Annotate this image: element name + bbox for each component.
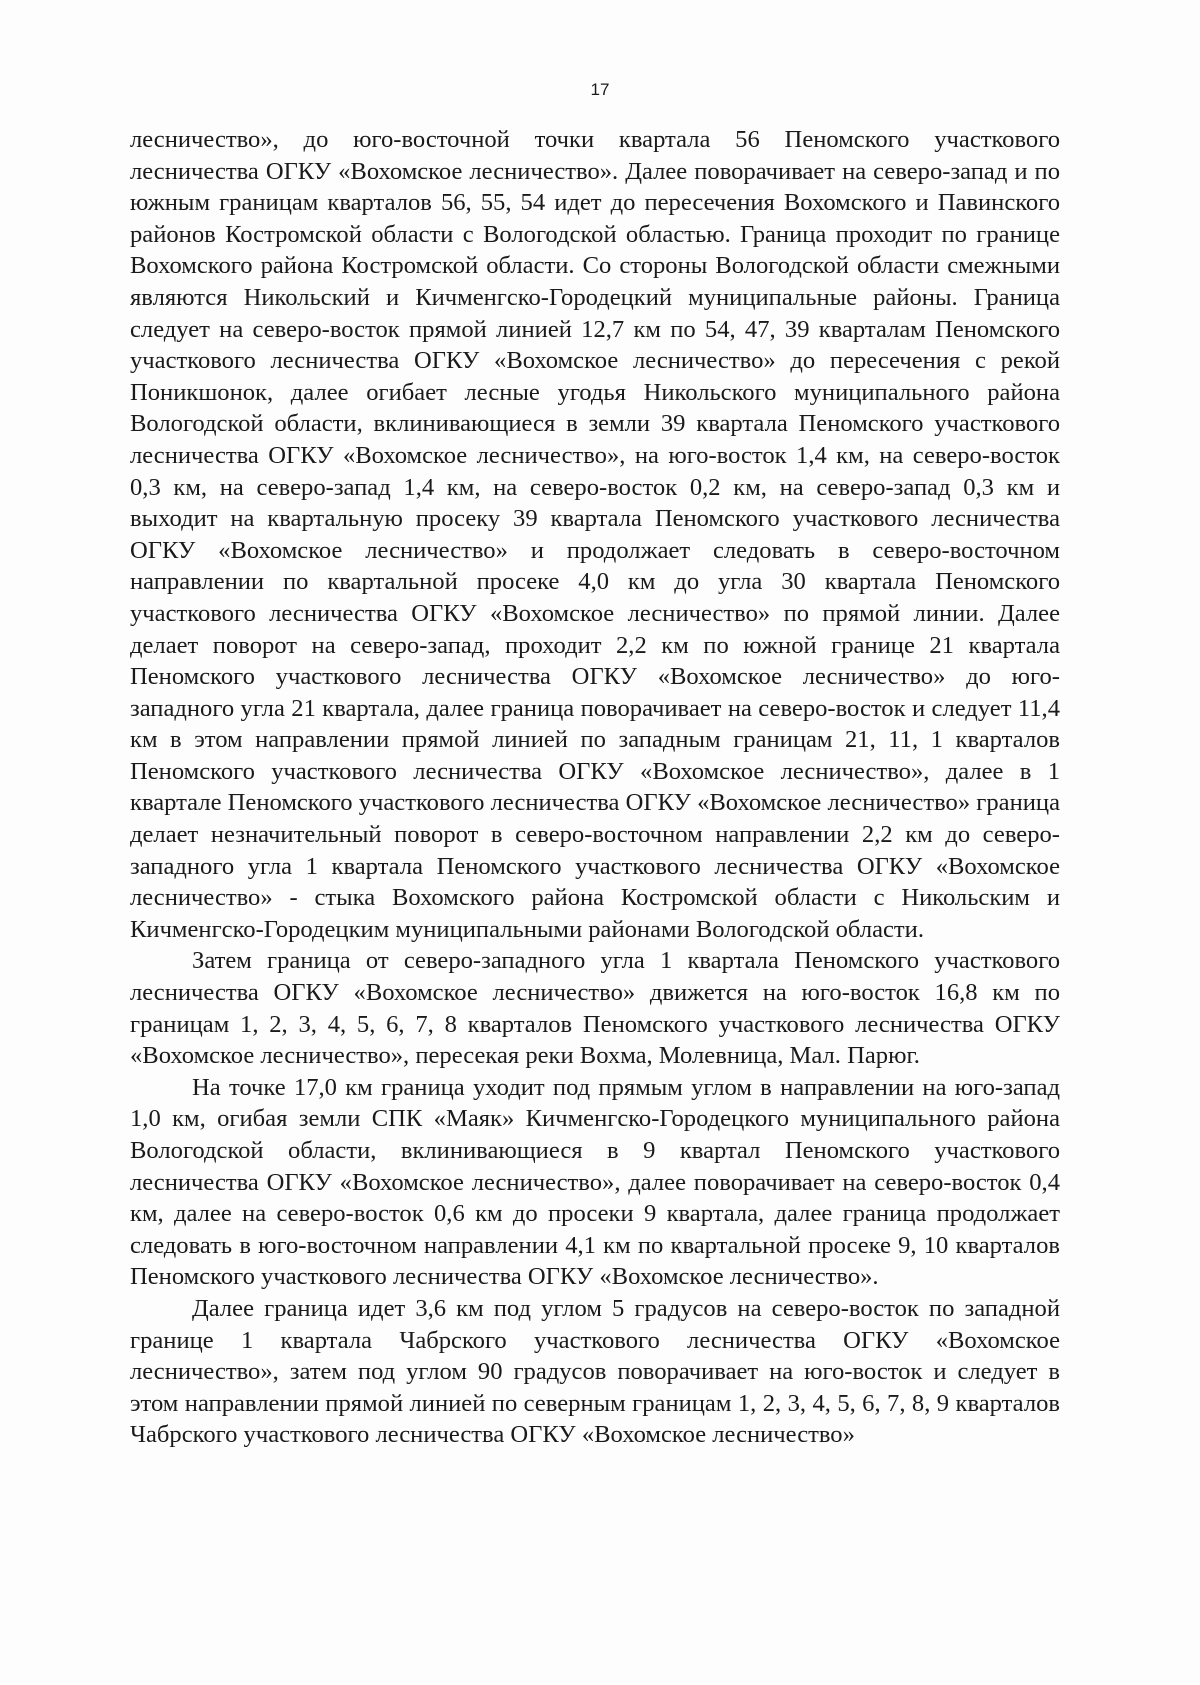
paragraph-4: Далее граница идет 3,6 км под углом 5 градусов на северо-восток по западной границе 1 квартала Чабрского участкового лесничества ОГКУ «Вохомское лесничество», затем под углом 90 градусов поворачивает на юго-восток и следует в этом направлении прямой линией по северным границам 1, 2, 3, 4, 5, 6, 7, 8, 9 кварталов Чабрского участкового лесничества ОГКУ «Вохомское лесничество» xyxy=(130,1294,1060,1449)
paragraph-3: На точке 17,0 км граница уходит под прямым углом в направлении на юго-запад 1,0 км, огибая земли СПК «Маяк» Кичменгско-Городецкого муниципального района Вологодской области, вклинивающиеся в 9 квартал Пеномского участкового лесничества ОГКУ «Вохомское лесничество», далее поворачивает на северо-восток 0,4 км, далее на северо-восток 0,6 км до просеки 9 квартала, далее граница продолжает следовать в юго-восточном направлении 4,1 км по квартальной просеке 9, 10 кварталов Пеномского участкового лесничества ОГКУ «Вохомское лесничество». xyxy=(130,1073,1060,1291)
page-number: 17 xyxy=(590,80,610,99)
paragraph-1: лесничество», до юго-восточной точки квартала 56 Пеномского участкового лесничества ОГКУ «Вохомское лесничество». Далее поворачивает на северо-запад и по южным границам кварталов 56, 55, 54 идет до пересечения Вохомского и Павинского районов Костромской области с Вологодской областью. Граница проходит по границе Вохомского района Костромской области. Со стороны Вологодской области смежными являются Никольский и Кичменгско-Городецкий муниципальные районы. Граница следует на северо-восток прямой линией 12,7 км по 54, 47, 39 кварталам Пеномского участкового лесничества ОГКУ «Вохомское лесничество» до пересечения с рекой Поникшонок, далее огибает лесные угодья Никольского муниципального района Вологодской области, вклинивающиеся в земли 39 квартала Пеномского участкового лесничества ОГКУ «Вохомское лесничество», на юго-восток 1,4 км, на северо-восток 0,3 км, на северо-запад 1,4 км, на северо-восток 0,2 км, на северо-запад 0,3 км и выходит на квартальную просеку 39 квартала Пеномского участкового лесничества ОГКУ «Вохомское лесничество» и продолжает следовать в северо-восточном направлении по квартальной просеке 4,0 км до угла 30 квартала Пеномского участкового лесничества ОГКУ «Вохомское лесничество» по прямой линии. Далее делает поворот на северо-запад, проходит 2,2 км по южной границе 21 квартала Пеномского участкового лесничества ОГКУ «Вохомское лесничество» до юго-западного угла 21 квартала, далее граница поворачивает на северо-восток и следует 11,4 км в этом направлении прямой линией по западным границам 21, 11, 1 кварталов Пеномского участкового лесничества ОГКУ «Вохомское лесничество», далее в 1 квартале Пеномского участкового лесничества ОГКУ «Вохомское лесничество» граница делает незначительный поворот в северо-восточном направлении 2,2 км до северо-западного угла 1 квартала Пеномского участкового лесничества ОГКУ «Вохомское лесничество» - стыка Вохомского района Костромской области с Никольским и Кичменгско-Городецким муниципальными районами Вологодской области. xyxy=(130,126,1060,943)
paragraph-2: Затем граница от северо-западного угла 1 квартала Пеномского участкового лесничества ОГКУ «Вохомское лесничество» движется на юго-восток 16,8 км по границам 1, 2, 3, 4, 5, 6, 7, 8 кварталов Пеномского участкового лесничества ОГКУ «Вохомское лесничество», пересекая реки Вохма, Молевница, Мал. Парюг. xyxy=(130,947,1060,1070)
document-body xyxy=(130,124,1060,1451)
